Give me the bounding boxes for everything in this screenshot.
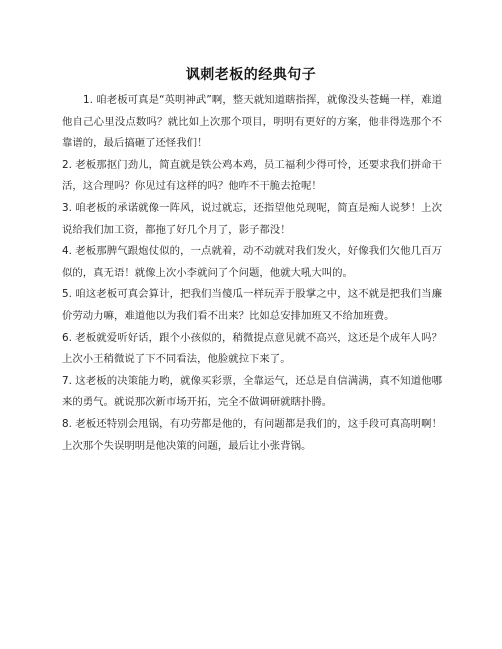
paragraph-6: 6. 老板就爱听好话，跟个小孩似的，稍微提点意见就不高兴，这还是个成年人吗？上次小王稍微说了下不同看法，他脸就拉下来了。 (62, 331, 442, 366)
paragraph-7: 7. 这老板的决策能力哟，就像买彩票，全靠运气，还总是自信满满，真不知道他哪来的勇气。就说那次新市场开拓，完全不做调研就瞎扑腾。 (62, 374, 442, 409)
document-body (62, 90, 442, 457)
paragraph-1: 1. 咱老板可真是“英明神武”啊，整天就知道瞎指挥，就像没头苍蝇一样，难道他自己心里没点数吗？就比如上次那个项目，明明有更好的方案，他非得选那个不靠谱的，最后搞砸了还怪我们！ (62, 94, 442, 150)
document-title: 讽刺老板的经典句子 (185, 67, 317, 83)
paragraph-4: 4. 老板那脾气跟炮仗似的，一点就着，动不动就对我们发火，好像我们欠他几百万似的，真无语！就像上次小李就问了个问题，他就大吼大叫的。 (62, 245, 442, 279)
paragraph-8: 8. 老板还特别会甩锅，有功劳都是他的，有问题都是我们的，这手段可真高明啊！上次那个失误明明是他决策的问题，最后让小张背锅。 (62, 417, 442, 452)
paragraph-2: 2. 老板那抠门劲儿，简直就是铁公鸡本鸡，员工福利少得可怜，还要求我们拼命干活，这合理吗？你见过有这样的吗？他咋不干脆去抢呢！ (62, 158, 442, 193)
paragraph-3: 3. 咱老板的承诺就像一阵风，说过就忘，还指望他兑现呢，简直是痴人说梦！上次说给我们加工资，都拖了好几个月了，影子都没！ (62, 201, 442, 236)
paragraph-5: 5. 咱这老板可真会算计，把我们当傻瓜一样玩弄于股掌之中，这不就是把我们当廉价劳动力嘛，难道他以为我们看不出来？比如总安排加班又不给加班费。 (62, 288, 442, 322)
